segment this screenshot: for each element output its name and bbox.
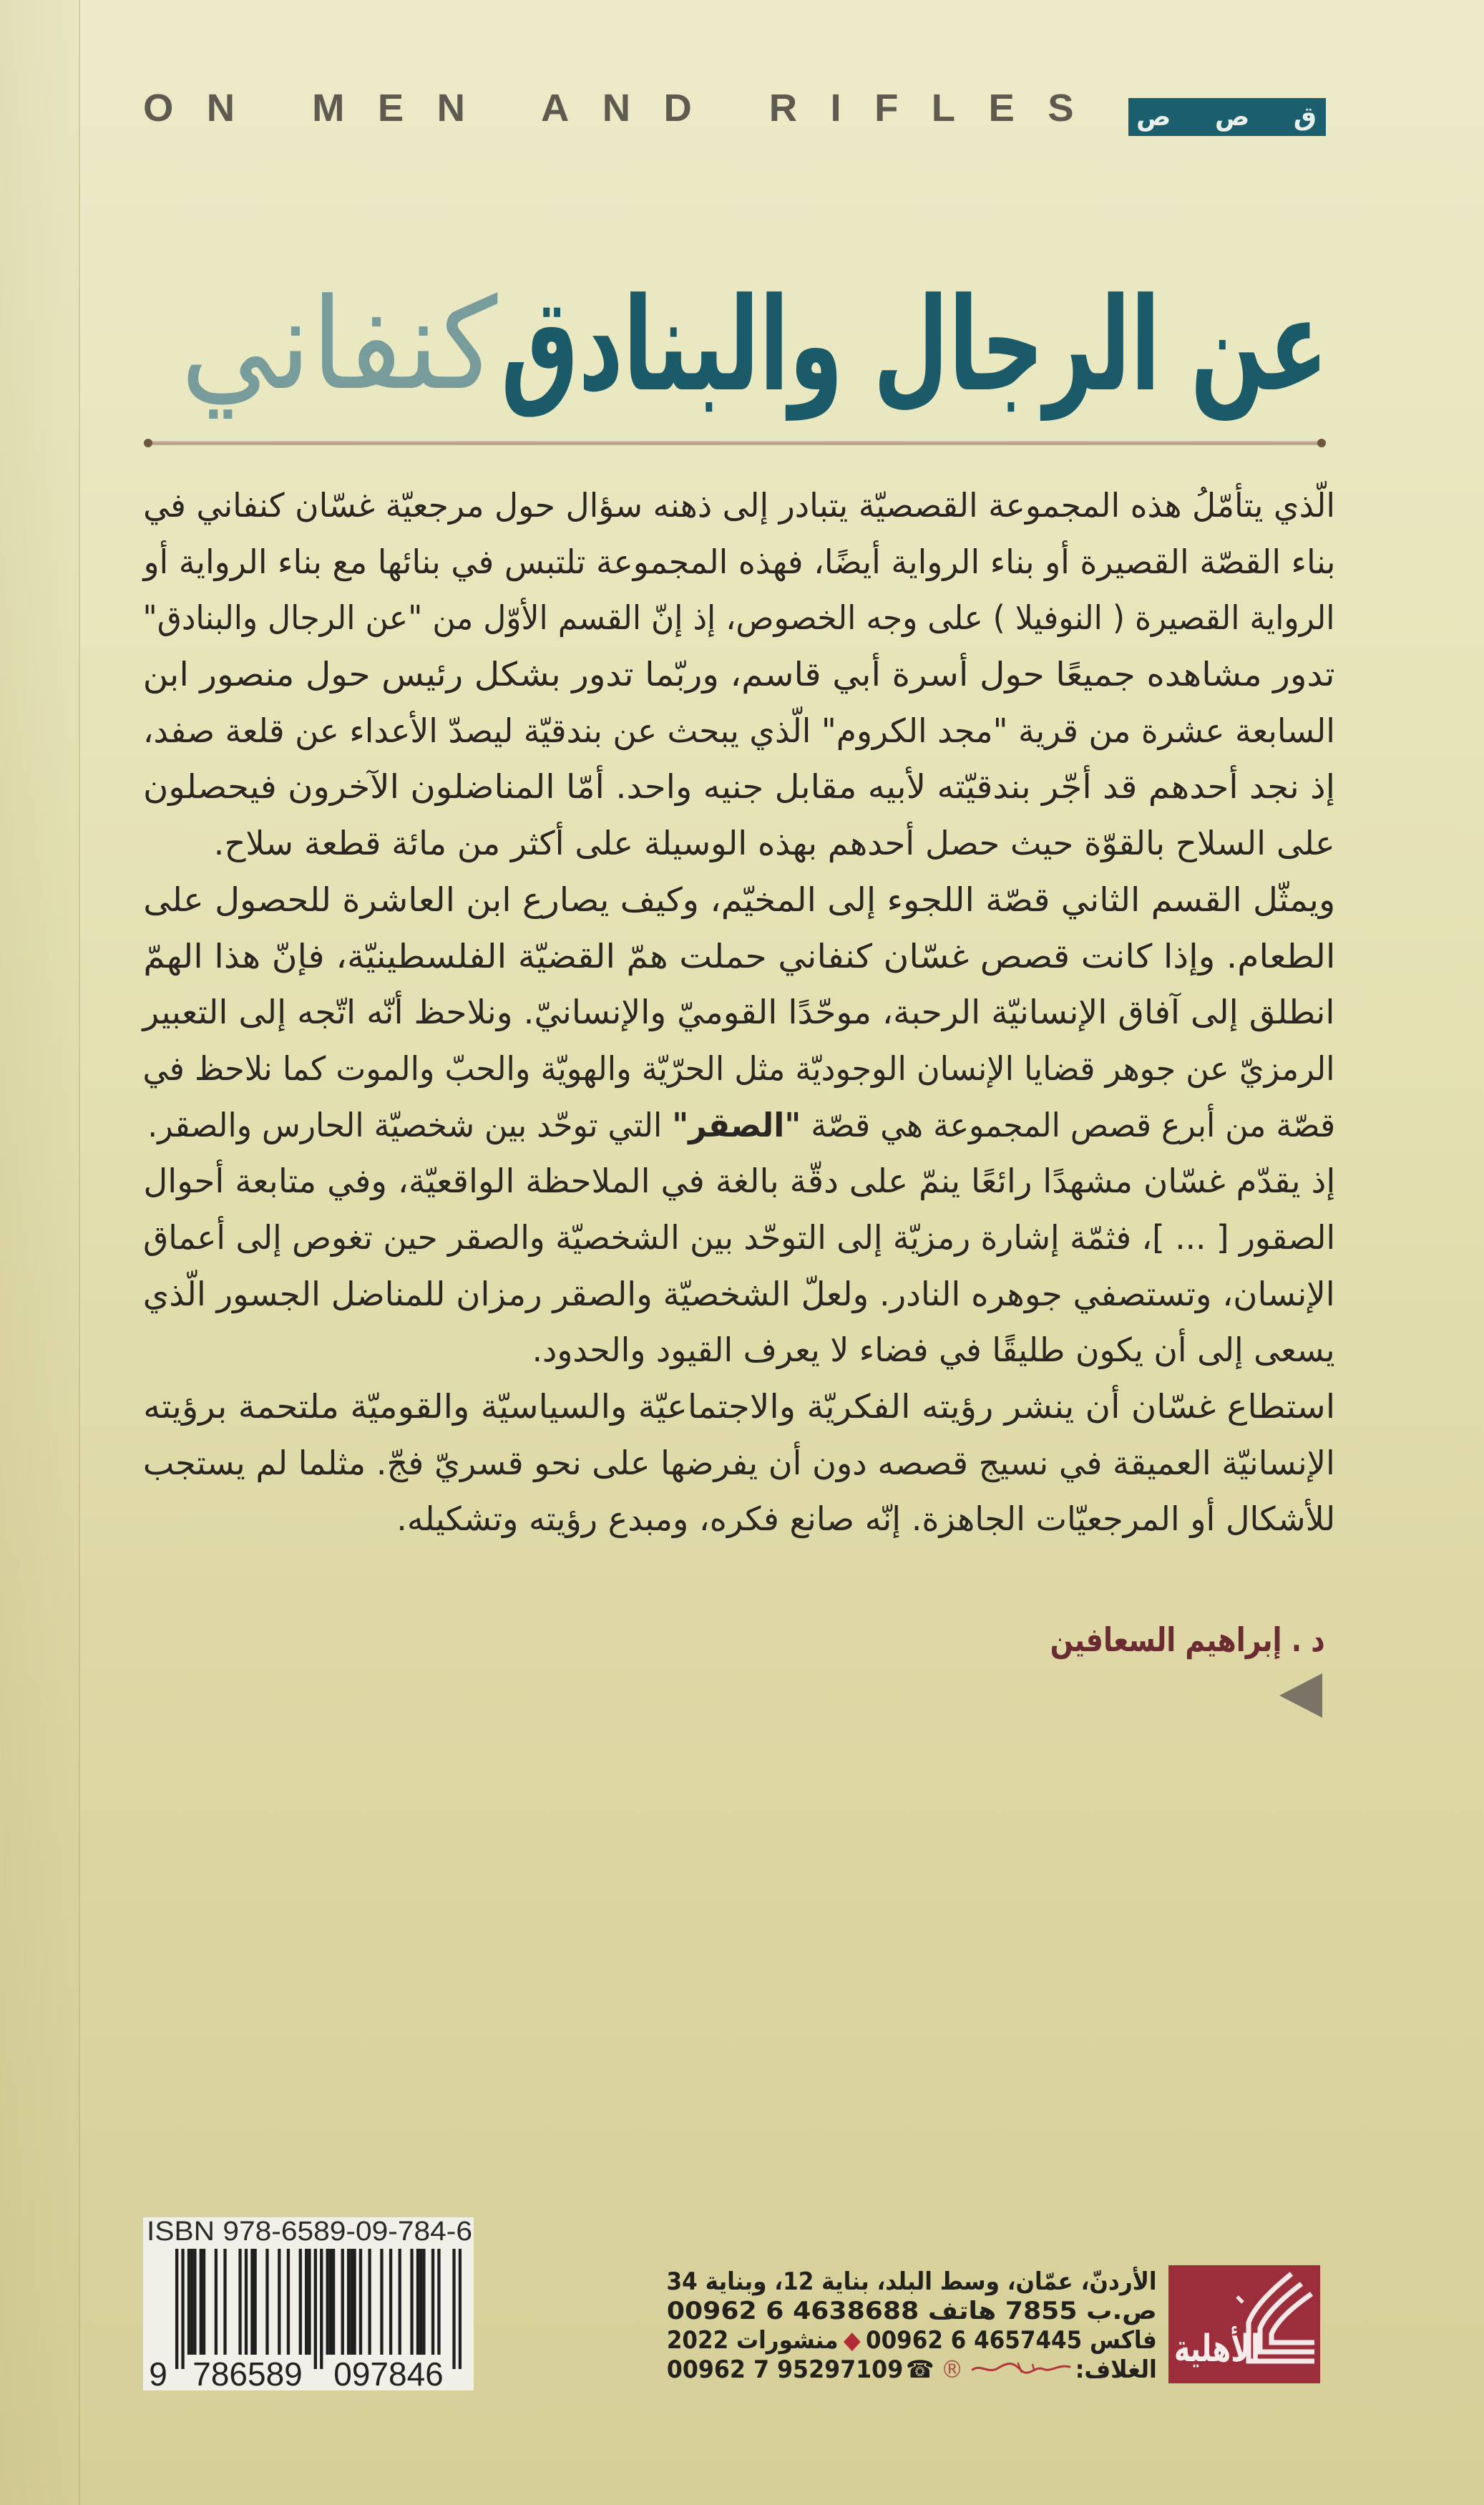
barcode-bar (416, 2249, 419, 2355)
blurb-line (143, 1378, 1335, 1435)
blurb-line-text: انطلق إلى آفاق الإنسانيّة الرحبة، موحّدًا القوميّ والإنسانيّ. ونلاحظ أنّه اتّجه إلى التعبير (143, 993, 1335, 1032)
barcode-bar (359, 2249, 362, 2355)
blurb-line-text: الطعام. وإذا كانت قصص غسّان كنفاني حملت همّ القضيّة الفلسطينيّة، فإنّ هذا الهمّ (143, 936, 1335, 976)
blurb-line (143, 1153, 1335, 1210)
barcode-bar (181, 2249, 184, 2369)
barcode-bar (223, 2249, 226, 2355)
story-title-emphasis: "الصقر" (671, 1105, 801, 1144)
barcode-bar (278, 2249, 280, 2355)
cover-designer-signature (972, 2356, 1072, 2385)
barcode-bar (350, 2249, 353, 2355)
barcode-bar (431, 2249, 434, 2355)
blurb-line-text: الصقور [ ... ]، فثمّة إشارة رمزيّة إلى التوحّد بين الشخصيّة والصقر حين تغوص إلى أعماق (143, 1217, 1335, 1257)
barcode-first-digit: 9 (149, 2355, 167, 2393)
series-english-title-text: ON MEN AND RIFLES (143, 87, 1107, 130)
barcode-bar (250, 2249, 253, 2355)
barcode-bar (380, 2249, 383, 2355)
blurb-line-text: ويمثّل القسم الثاني قصّة اللجوء إلى المخيّم، وكيف يصارع ابن العاشرة للحصول على (143, 880, 1335, 919)
blurb-line (143, 759, 1335, 815)
blurb-line (143, 1041, 1335, 1097)
phone-icon: ☎ (906, 2355, 934, 2384)
publisher-logo-name: الأهلية (1174, 2328, 1260, 2370)
address-line-text (667, 2326, 1157, 2355)
blurb-author-name: د . إبراهيم السعافين (1050, 1620, 1325, 1659)
barcode-left-digits: 786589 (192, 2355, 303, 2393)
series-badge-letter: ص (1136, 102, 1171, 132)
blurb-line (143, 928, 1335, 985)
barcode-bar (175, 2249, 178, 2369)
blurb-line (143, 646, 1335, 703)
blurb-line (143, 590, 1335, 646)
blurb-line (143, 1097, 1335, 1154)
blurb-line (143, 703, 1335, 759)
address-line-text: الأردنّ، عمّان، وسط البلد، بناية 12، وبناية 34 (667, 2267, 1157, 2296)
address-line-text (667, 2355, 1157, 2385)
blurb-line (143, 872, 1335, 928)
blurb-line-text: بناء القصّة القصيرة أو بناء الرواية أيضًا، فهذه المجموعة تلتبس في بنائها مع بناء الرواية أو (143, 542, 1335, 581)
blurb-line-paragraph-end (143, 1322, 1335, 1378)
blurb-line (143, 1266, 1335, 1323)
barcode-bar (459, 2249, 462, 2369)
blurb-text-segment: التي توحّد بين شخصيّة الحارس والصقر. (147, 1105, 672, 1144)
blurb-line-text: الإنسانيّة العميقة في نسيج قصصه دون أن يفرضها على نحو قسريّ فجّ. مثلما لم يستجب (143, 1443, 1335, 1482)
barcode-bar (253, 2249, 256, 2355)
blurb-line-paragraph-end (143, 815, 1335, 872)
barcode-bar (238, 2249, 241, 2355)
blurb-line (143, 984, 1335, 1041)
barcode-bar (314, 2249, 317, 2369)
blurb-line-text (147, 1097, 1335, 1154)
barcode-bar (410, 2249, 413, 2355)
series-badge-letter: ق (1293, 102, 1317, 132)
blurb-line-text: تدور مشاهده جميعًا حول أسرة أبي قاسم، وربّما تدور بشكل رئيس حول منصور ابن (143, 655, 1335, 694)
barcode-bar (190, 2249, 193, 2355)
blurb-line-text: السابعة عشرة من قرية "مجد الكروم" الّذي يبحث عن بندقيّة ليصدّ الأعداء عن قلعة صفد، (143, 711, 1335, 750)
blurb-line-text: يسعى إلى أن يكون طليقًا في فضاء لا يعرف القيود والحدود. (532, 1331, 1335, 1370)
address-line-fax (667, 2326, 1157, 2355)
barcode-bar (347, 2249, 350, 2355)
barcode-bar (187, 2249, 190, 2355)
publisher-address (667, 2267, 1157, 2385)
barcode-bar (419, 2249, 422, 2355)
publisher-logo-text (1174, 2324, 1294, 2374)
divider-dot-left (144, 439, 152, 447)
isbn-label-text: ISBN 978-6589-09-784-6 (147, 2217, 472, 2247)
barcode-bar (332, 2249, 335, 2355)
barcode-bar (193, 2249, 196, 2355)
blurb-line-text: الرواية القصيرة ( النوفيلا ) على وجه الخصوص، إذ إنّ القسم الأوّل من "عن الرجال والبنادق" (143, 598, 1335, 638)
fax-number: فاكس 4657445 6 00962 (866, 2326, 1157, 2355)
cover-credit-label: الغلاف: (1075, 2355, 1157, 2384)
barcode-bar (320, 2249, 323, 2369)
barcode-bar (329, 2249, 332, 2355)
book-spine-edge (0, 0, 80, 2505)
barcode-bar (245, 2249, 248, 2355)
barcode-bar (389, 2249, 392, 2355)
barcode-bar (368, 2249, 371, 2355)
barcode-bar (341, 2249, 344, 2355)
barcode-bar (202, 2249, 205, 2355)
barcode-right-digits: 097846 (333, 2355, 444, 2393)
title-divider (148, 441, 1324, 445)
barcode-bars (175, 2249, 462, 2369)
blurb-line-text: للأشكال أو المرجعيّات الجاهزة. إنّه صانع فكره، ومبدع رؤيته وتشكيله. (396, 1499, 1335, 1539)
barcode-bar (422, 2249, 425, 2355)
author-name-text: كنفاني (180, 271, 498, 418)
registered-mark-icon: ® (940, 2355, 964, 2384)
barcode-bar (399, 2249, 401, 2355)
blurb-text-segment: قصّة من أبرع قصص المجموعة هي قصّة (801, 1105, 1335, 1144)
blurb-line-text: الرمزيّ عن جوهر قضايا الإنسان الوجوديّة مثل الحرّيّة والهويّة والحبّ والموت كما نلاحظ في (143, 1049, 1335, 1088)
author-name (157, 273, 497, 417)
blurb-line-text: الإنسان، وتستصفي جوهره النادر. ولعلّ الشخصيّة والصقر رمزان للمناضل الجسور الّذي (143, 1274, 1335, 1313)
publisher-logo (1168, 2265, 1320, 2383)
barcode-bar (200, 2249, 202, 2355)
blurb-line (143, 1435, 1335, 1492)
series-badge-letter: ص (1214, 102, 1250, 132)
publication-year: منشورات 2022 (667, 2326, 839, 2355)
barcode-bar (326, 2249, 329, 2355)
barcode-bar (353, 2249, 356, 2355)
blurb-line (143, 477, 1335, 534)
barcode-bar (305, 2249, 308, 2355)
isbn-label (147, 2217, 472, 2247)
blurb-line-text: استطاع غسّان أن ينشر رؤيته الفكريّة والاجتماعيّة والسياسيّة والقوميّة ملتحمة برؤيته (143, 1387, 1335, 1426)
series-badge (1128, 98, 1326, 136)
triangle-left-icon (1279, 1673, 1322, 1718)
barcode-bar (265, 2249, 268, 2355)
blurb-line (143, 534, 1335, 590)
book-title-text: عن الرجال والبنادق (501, 271, 1328, 420)
address-line-text: ص.ب 7855 هاتف 4638688 6 00962 (667, 2297, 1157, 2325)
address-line-phone (667, 2297, 1157, 2326)
barcode-bar (437, 2249, 440, 2355)
blurb-text (143, 477, 1335, 1547)
blurb-line-text: إذ يقدّم غسّان مشهدًا رائعًا ينمّ على دقّة بالغة في الملاحظة الواقعيّة، وفي متابعة أحوال (143, 1162, 1335, 1201)
designer-phone-number: 95297109 7 00962 (667, 2355, 904, 2384)
barcode-bar (452, 2249, 455, 2369)
blurb-line-text: الّذي يتأمّلُ هذه المجموعة القصصيّة يتبادر إلى ذهنه سؤال حول مرجعيّة غسّان كنفاني في (143, 486, 1335, 525)
blurb-line-text: على السلاح بالقوّة حيث حصل أحدهم بهذه الوسيلة على أكثر من مائة قطعة سلاح. (213, 824, 1335, 863)
address-line-cover-credit (667, 2355, 1157, 2385)
address-line (667, 2267, 1157, 2297)
barcode-bar (215, 2249, 218, 2355)
blurb-line-text: إذ نجد أحدهم قد أجّر بندقيّته لأبيه مقابل جنيه واحد. أمّا المناضلون الآخرون فيحصلون (142, 767, 1335, 807)
blurb-line (143, 1210, 1335, 1266)
barcode-bar (299, 2249, 302, 2355)
divider-dot-right (1317, 439, 1326, 447)
series-english-title (143, 87, 1107, 130)
barcode-bar (308, 2249, 311, 2355)
barcode-bar (287, 2249, 290, 2355)
isbn-barcode (143, 2217, 474, 2393)
diamond-separator-icon: ◆ (843, 2326, 861, 2355)
blurb-author-signature (991, 1618, 1325, 1661)
blurb-line-paragraph-end (143, 1491, 1335, 1547)
